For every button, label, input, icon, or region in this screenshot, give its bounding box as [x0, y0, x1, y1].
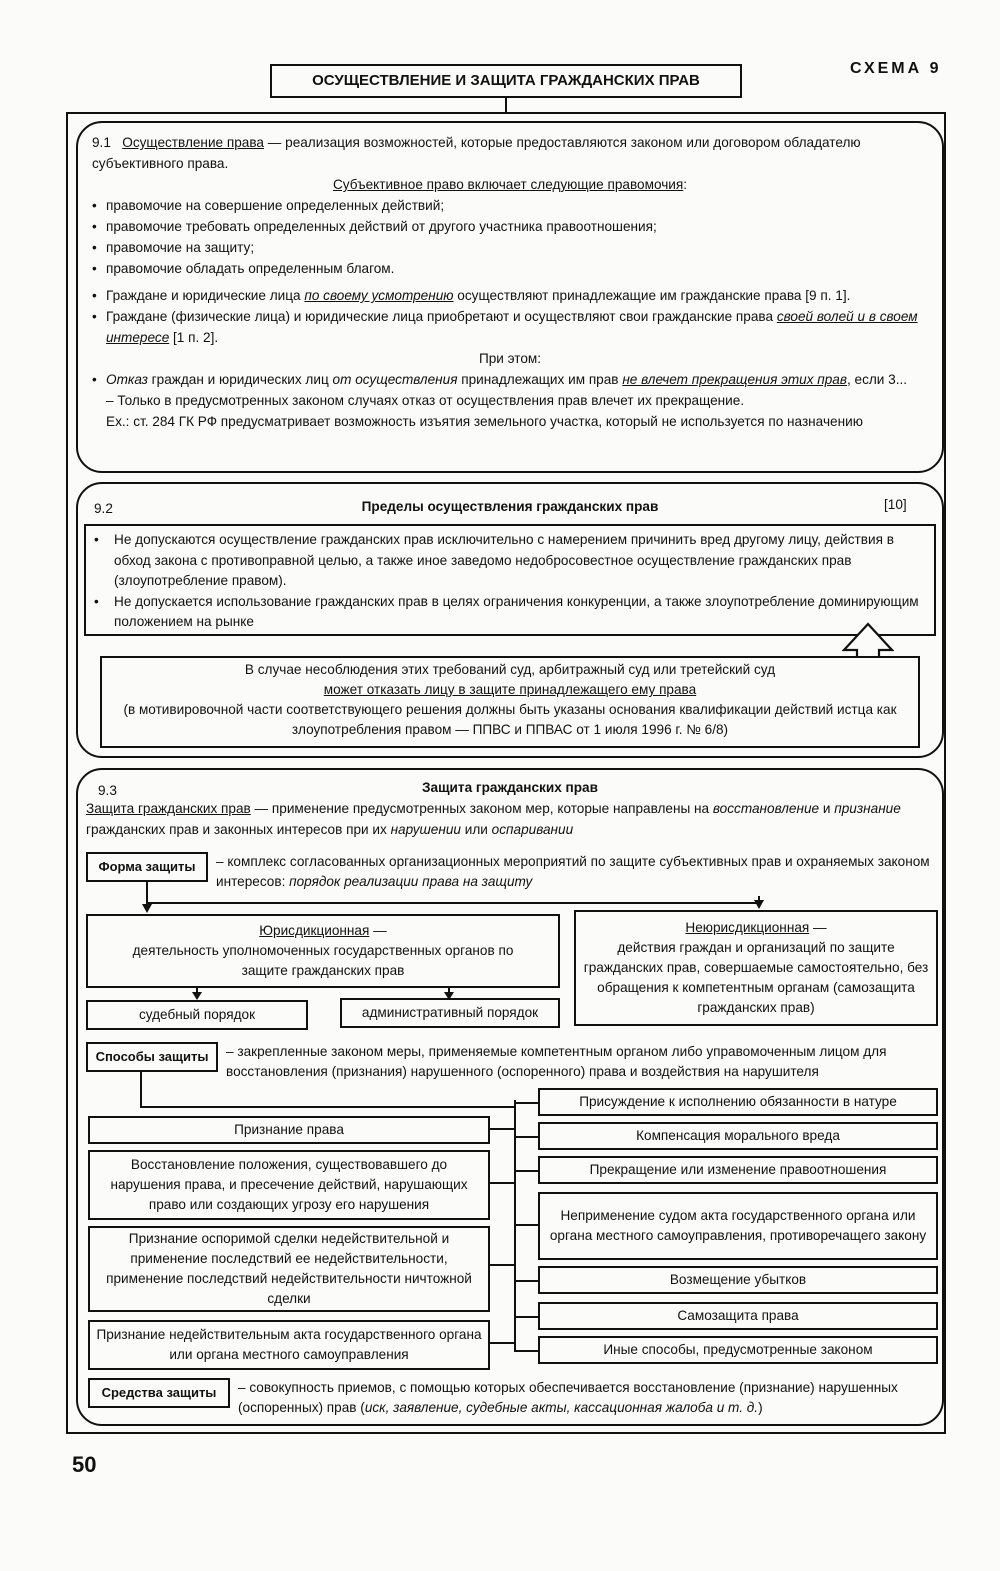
- page-number: 50: [72, 1452, 97, 1477]
- list-item: • Граждане (физические лица) и юридические лица приобретают и осуществляют свои гражданские права своей волей и в своем интересе [1 п. 2].: [92, 306, 928, 348]
- connector: [514, 1350, 538, 1352]
- page-title: ОСУЩЕСТВЛЕНИЕ И ЗАЩИТА ГРАЖДАНСКИХ ПРАВ: [270, 64, 742, 98]
- list-item: • правомочие обладать определенным благом.: [92, 258, 928, 279]
- connector: [490, 1342, 514, 1344]
- s92-number: 9.2: [94, 501, 113, 516]
- limits-list: [94, 530, 926, 633]
- powers-list: [92, 195, 928, 279]
- list-item: • Не допускаются осуществление гражданских прав исключительно с намерением причинить вред другому лицу, действия в обход закона с противоправной целью, а также иное заведомо недобросовестное осуществление гражданских прав (злоупотребление правом).: [94, 530, 926, 592]
- refusal-list: [92, 369, 928, 390]
- list-item: • правомочие требовать определенных действий от другого участника правоотношения;: [92, 216, 928, 237]
- list-item: • правомочие на совершение определенных действий;: [92, 195, 928, 216]
- method-box-right: Самозащита права: [538, 1302, 938, 1330]
- connector: [514, 1316, 538, 1318]
- connector: [514, 1170, 538, 1172]
- principles-list: [92, 285, 928, 348]
- section-9-1-content: [92, 132, 928, 432]
- methods-label: Способы защиты: [86, 1042, 218, 1072]
- connector: [514, 1224, 538, 1226]
- s91-example: Ex.: ст. 284 ГК РФ предусматривает возможность изъятия земельного участка, который не используется по назначению: [106, 414, 863, 429]
- connector: [490, 1264, 514, 1266]
- connector: [140, 1072, 142, 1108]
- s91-subtitle: Субъективное право включает следующие правомочия:: [332, 177, 688, 192]
- method-box-right: Неприменение судом акта государственного органа или органа местного самоуправления, противоречащего закону: [538, 1192, 938, 1260]
- means-definition: – совокупность приемов, с помощью которых обеспечивается восстановление (признание) нарушенных (оспоренных) прав (иск, заявление, судебные акты, кассационная жалоба и т. д.): [238, 1380, 898, 1415]
- method-box-left: Признание права: [88, 1116, 490, 1144]
- method-box-right: Возмещение убытков: [538, 1266, 938, 1294]
- connector: [505, 98, 507, 112]
- s92-ref: [10]: [884, 497, 907, 512]
- form-definition: – комплекс согласованных организационных мероприятий по защите субъективных прав и охраняемых законом интересов: порядок реализации права на защиту: [216, 854, 930, 889]
- admin-order-box: административный порядок: [340, 998, 560, 1028]
- court-order-box: судебный порядок: [86, 1000, 308, 1030]
- s93-title: Защита гражданских прав: [422, 780, 598, 795]
- method-box-left: Восстановление положения, существовавшего до нарушения права, и пресечение действий, нарушающих право или создающих угрозу его нарушения: [88, 1150, 490, 1220]
- method-box-left: Признание недействительным акта государственного органа или органа местного самоуправления: [88, 1320, 490, 1370]
- connector: [490, 1128, 514, 1130]
- jurisdictional-box: Юрисдикционная — деятельность уполномоченных государственных органов по защите гражданских прав: [86, 914, 560, 988]
- list-item: • правомочие на защиту;: [92, 237, 928, 258]
- s91-definition: 9.1 Осуществление права — реализация возможностей, которые предоставляются законом или договором обладателю субъективного права.: [92, 135, 861, 171]
- connector: [146, 902, 760, 904]
- list-item: • Отказ граждан и юридических лиц от осуществления принадлежащих им прав не влечет прекращения этих прав, если 3...: [92, 369, 928, 390]
- non-jurisdictional-box: Неюрисдикционная — действия граждан и организаций по защите гражданских прав, совершаемые самостоятельно, без обращения к компетентным органам (самозащита гражданских прав): [574, 910, 938, 1026]
- s92-title: Пределы осуществления гражданских прав: [361, 499, 659, 514]
- s93-definition: Защита гражданских прав — применение предусмотренных законом мер, которые направлены на восстановление и признание гражданских прав и законных интересов при их нарушении или оспаривании: [86, 801, 901, 837]
- connector: [140, 1106, 514, 1108]
- method-box-left: Признание оспоримой сделки недействительной и применение последствий ее недействительности, применение последствий недействительности ничтожной сделки: [88, 1226, 490, 1312]
- limits-content: [94, 530, 926, 633]
- connector: [146, 882, 148, 904]
- method-box-right: Прекращение или изменение правоотношения: [538, 1156, 938, 1184]
- methods-definition: – закрепленные законом меры, применяемые компетентным органом либо управомоченным лицом для восстановления (признания) нарушенного (оспоренного) права и воздействия на нарушителя: [226, 1044, 887, 1079]
- method-box-right: Компенсация морального вреда: [538, 1122, 938, 1150]
- scheme-label: СХЕМА 9: [850, 60, 942, 77]
- list-item: • Граждане и юридические лица по своему усмотрению осуществляют принадлежащие им гражданские права [9 п. 1].: [92, 285, 928, 306]
- connector: [514, 1102, 538, 1104]
- list-item: • Не допускается использование гражданских прав в целях ограничения конкуренции, а также злоупотребление доминирующим положением на рынке: [94, 592, 926, 633]
- court-refusal-content: В случае несоблюдения этих требований суд, арбитражный суд или третейский суд может отказать лицу в защите принадлежащего ему права (в мотивировочной части соответствующего решения должны быть указаны основания квалификации действий истца как злоупотребления правом — ППВС и ППВАС от 1 июля 1996 г. № 6/8): [123, 662, 897, 737]
- means-label: Средства защиты: [88, 1378, 230, 1408]
- connector: [514, 1280, 538, 1282]
- s91-exception: – Только в предусмотренных законом случаях отказ от осуществления прав влечет их прекращение.: [106, 393, 745, 408]
- s91-meanwhile: При этом:: [478, 351, 542, 366]
- connector: [514, 1136, 538, 1138]
- method-box-right: Присуждение к исполнению обязанности в натуре: [538, 1088, 938, 1116]
- connector: [490, 1182, 514, 1184]
- form-label: Форма защиты: [86, 852, 208, 882]
- s93-number: 9.3: [98, 783, 117, 798]
- method-box-right: Иные способы, предусмотренные законом: [538, 1336, 938, 1364]
